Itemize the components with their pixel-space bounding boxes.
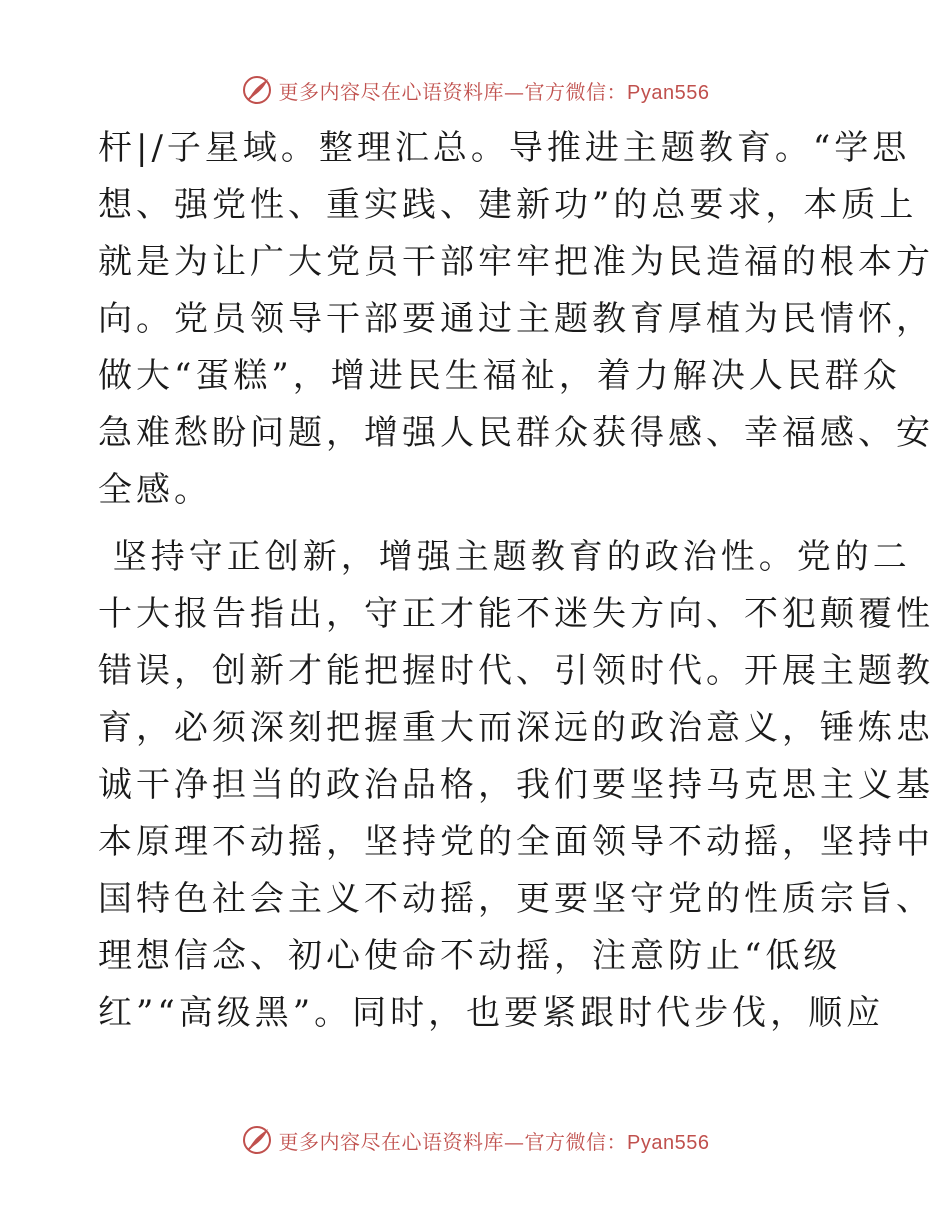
text-line: 坚持守正创新，增强主题教育的政治性。党的二 xyxy=(98,537,911,577)
text-line: 错误，创新才能把握时代、引领时代。开展主题教 xyxy=(98,651,934,691)
header-banner-wechat: 官方微信：Pyan556 xyxy=(524,81,710,104)
header-banner xyxy=(0,70,950,110)
text-line: 育，必须深刻把握重大而深远的政治意义，锤炼忠 xyxy=(98,708,934,748)
footer-banner-wechat: 官方微信：Pyan556 xyxy=(524,1131,710,1154)
quill-logo-icon xyxy=(241,74,273,106)
footer-banner-text xyxy=(279,1126,710,1155)
footer-banner xyxy=(0,1120,950,1160)
footer-banner-main: 更多内容尽在心语资料库 xyxy=(278,1129,505,1154)
text-line: 本原理不动摇，坚持党的全面领导不动摇，坚持中 xyxy=(98,822,934,862)
header-banner-main: 更多内容尽在心语资料库 xyxy=(278,79,505,104)
text-line: 向。党员领导干部要通过主题教育厚植为民情怀， xyxy=(98,299,934,339)
text-line: 做大“蛋糕”，增进民生福祉，着力解决人民群众 xyxy=(98,356,901,396)
document-body xyxy=(98,120,934,1042)
text-line: 急难愁盼问题，增强人民群众获得感、幸福感、安 xyxy=(98,413,934,453)
header-banner-text xyxy=(279,76,710,105)
text-line: 诚干净担当的政治品格，我们要坚持马克思主义基 xyxy=(98,765,934,805)
text-line: 理想信念、初心使命不动摇，注意防止“低级 xyxy=(98,936,842,976)
text-line: 就是为让广大党员干部牢牢把准为民造福的根本方 xyxy=(98,242,934,282)
paragraph-2 xyxy=(98,529,934,1042)
quill-logo-icon xyxy=(241,1124,273,1156)
header-banner-inner xyxy=(241,74,710,106)
text-line: 十大报告指出，守正才能不迷失方向、不犯颠覆性 xyxy=(98,594,934,634)
text-line: 红”“高级黑”。同时，也要紧跟时代步伐，顺应 xyxy=(98,993,885,1033)
text-line: 国特色社会主义不动摇，更要坚守党的性质宗旨、 xyxy=(98,879,934,919)
paragraph-1 xyxy=(98,120,934,519)
header-banner-sep: — xyxy=(504,79,525,104)
footer-banner-inner xyxy=(241,1124,710,1156)
footer-banner-sep: — xyxy=(504,1129,525,1154)
text-line: 想、强党性、重实践、建新功”的总要求，本质上 xyxy=(98,185,918,225)
text-line: 全感。 xyxy=(98,470,212,510)
text-line: 杆|/子星域。整理汇总。导推进主题教育。“学思 xyxy=(98,128,911,168)
